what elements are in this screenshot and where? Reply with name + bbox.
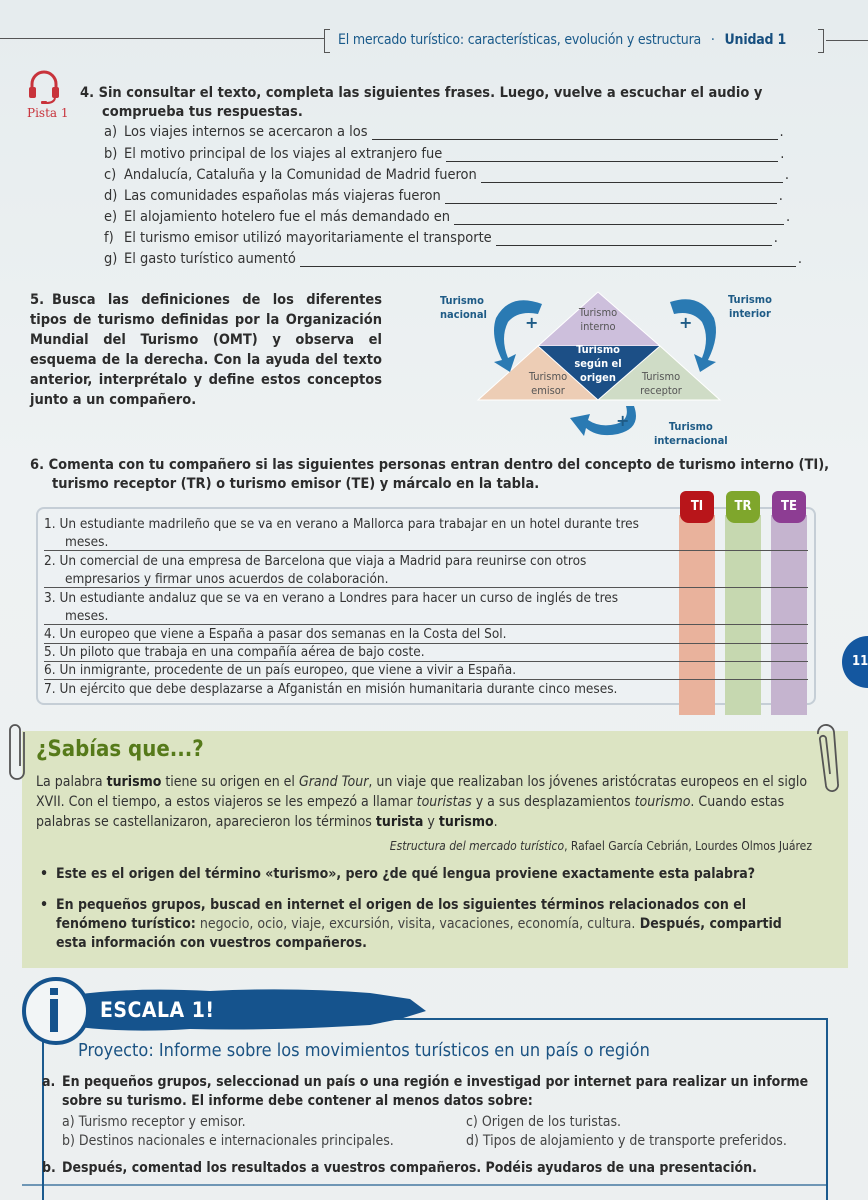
fill-item-b: b) El motivo principal de los viajes al extranjero fue . [104, 146, 785, 162]
fill-item-g: g) El gasto turístico aumentó . [104, 251, 803, 267]
svg-text:+: + [616, 411, 630, 430]
exercise-5-instructions: 5. Busca las definiciones de los diferentes tipos de turismo definidas por la Organización Mundial del Turismo (OMT) y observa el esquema de la derecha. Con la ayuda del texto anterior, interprétalo y define estos conceptos junto a un compañero. [30, 292, 382, 408]
paperclip-right-icon [812, 722, 842, 794]
did-you-know-title: ¿Sabías que...? [36, 737, 204, 762]
table-row: 2. Un comercial de una empresa de Barcelona que viaja a Madrid para reunirse con otros empresarios y firmar unos acuerdos de colaboración. [44, 553, 587, 587]
running-header: El mercado turístico: características, evolución y estructura · Unidad 1 [338, 32, 787, 48]
section-title: El mercado turístico: características, evolución y estructura [338, 32, 702, 48]
project-subitem-a: a) Turismo receptor y emisor. [62, 1114, 246, 1130]
triangle-turismo-receptor: Turismo receptor [640, 370, 682, 397]
table-row: 1. Un estudiante madrileño que se va en verano a Mallorca para trabajar en un hotel durante tres meses. [44, 516, 639, 550]
project-subitem-b: b) Destinos nacionales e internacionales principales. [62, 1133, 394, 1149]
tourism-types-diagram [438, 288, 778, 450]
tab-ti: TI [680, 491, 714, 523]
project-subitem-c: c) Origen de los turistas. [466, 1114, 622, 1130]
triangle-turismo-emisor: Turismo emisor [528, 370, 568, 397]
escala-label: ESCALA 1! [100, 998, 215, 1022]
fill-item-f: f) El turismo emisor utilizó mayoritariamente el transporte . [104, 230, 778, 246]
header-bracket-right [818, 29, 824, 53]
label-turismo-internacional: Turismo internacional [654, 420, 728, 447]
tab-tr: TR [726, 491, 760, 523]
fill-item-d: d) Las comunidades españolas más viajeras fueron . [104, 188, 783, 204]
label-turismo-nacional: Turismo nacional [440, 294, 487, 321]
audio-track-label: Pista 1 [27, 106, 69, 120]
project-step-b: b. Después, comentad los resultados a vuestros compañeros. Podéis ayudaros de una presentación. [42, 1160, 757, 1176]
answer-blank-c[interactable] [481, 169, 783, 183]
info-i-glyph [49, 988, 59, 1032]
unit-label: Unidad 1 [724, 32, 787, 48]
project-step-a: a. En pequeños grupos, seleccionad un país o una región e investigad por internet para realizar un informe sobre su turismo. El informe debe contener al menos datos sobre: [42, 1074, 809, 1109]
triangle-turismo-segun-origen: Turismo según el origen [574, 343, 622, 384]
triangle-turismo-interno: Turismo interno [578, 306, 618, 333]
header-rule-left [0, 38, 325, 39]
exercise-6-instructions: 6. Comenta con tu compañero si las siguientes personas entran dentro del concepto de turismo interno (TI), turismo receptor (TR) o turismo emisor (TE) y márcalo en la tabla. [30, 457, 830, 492]
project-subitem-d: d) Tipos de alojamiento y de transporte preferidos. [466, 1133, 787, 1149]
fill-item-a: a) Los viajes internos se acercaron a los . [104, 124, 784, 140]
project-title: Proyecto: Informe sobre los movimientos turísticos en un país o región [78, 1040, 650, 1061]
table-row: 4. Un europeo que viene a España a pasar dos semanas en la Costa del Sol. [44, 625, 808, 644]
answer-blank-f[interactable] [496, 232, 772, 246]
did-you-know-text: La palabra turismo tiene su origen en el Grand Tour, un viaje que realizaban los jóvenes aristócratas europeos en el siglo XVII. Con el tiempo, a estos viajeros se les empezó a llamar touristas y a sus desplazamientos tourismo. Cuando estas palabras se castellanizaron, aparecieron los términos turista y turismo. [36, 774, 808, 830]
bullet-question-2: • En pequeños grupos, buscad en internet el origen de los siguientes términos relacionados con el fenómeno turístico: negocio, ocio, viaje, excursión, visita, vacaciones, economía, cultura. Después, compartid esta información con vuestros compañeros. [40, 897, 782, 951]
table-row: 3. Un estudiante andaluz que se va en verano a Londres para hacer un curso de inglés de tres meses. [44, 590, 619, 624]
tab-te: TE [772, 491, 806, 523]
escala-bottom-rule [22, 1184, 828, 1186]
header-rule-right [826, 40, 868, 41]
answer-blank-e[interactable] [454, 211, 784, 225]
table-row: 5. Un piloto que trabaja en una compañía aérea de bajo coste. [44, 643, 808, 662]
table-row: 6. Un inmigrante, procedente de un país europeo, que viene a vivir a España. [44, 661, 808, 680]
svg-text:+: + [525, 313, 539, 332]
answer-blank-b[interactable] [446, 148, 778, 162]
table-row: 7. Un ejército que debe desplazarse a Afganistán en misión humanitaria durante cinco meses. [44, 681, 618, 697]
fill-item-e: e) El alojamiento hotelero fue el más demandado en . [104, 209, 791, 225]
answer-blank-d[interactable] [445, 190, 777, 204]
answer-blank-g[interactable] [300, 253, 796, 267]
fill-item-c: c) Andalucía, Cataluña y la Comunidad de Madrid fueron . [104, 167, 789, 183]
page-number: 11 [842, 636, 868, 688]
svg-text:+: + [679, 313, 693, 332]
label-turismo-interior: Turismo interior [728, 293, 772, 320]
bullet-question-1: • Este es el origen del término «turismo», pero ¿de qué lengua proviene exactamente esta palabra? [40, 866, 756, 882]
source-citation: Estructura del mercado turístico, Rafael García Cebrián, Lourdes Olmos Juárez [389, 839, 812, 853]
headphones-icon[interactable] [26, 68, 62, 104]
header-bracket-left [324, 29, 330, 53]
paperclip-left-icon [8, 722, 30, 784]
answer-blank-a[interactable] [372, 126, 778, 140]
exercise-4-instructions: 4. Sin consultar el texto, completa las siguientes frases. Luego, vuelve a escuchar el audio y comprueba tus respuestas. [80, 85, 763, 120]
